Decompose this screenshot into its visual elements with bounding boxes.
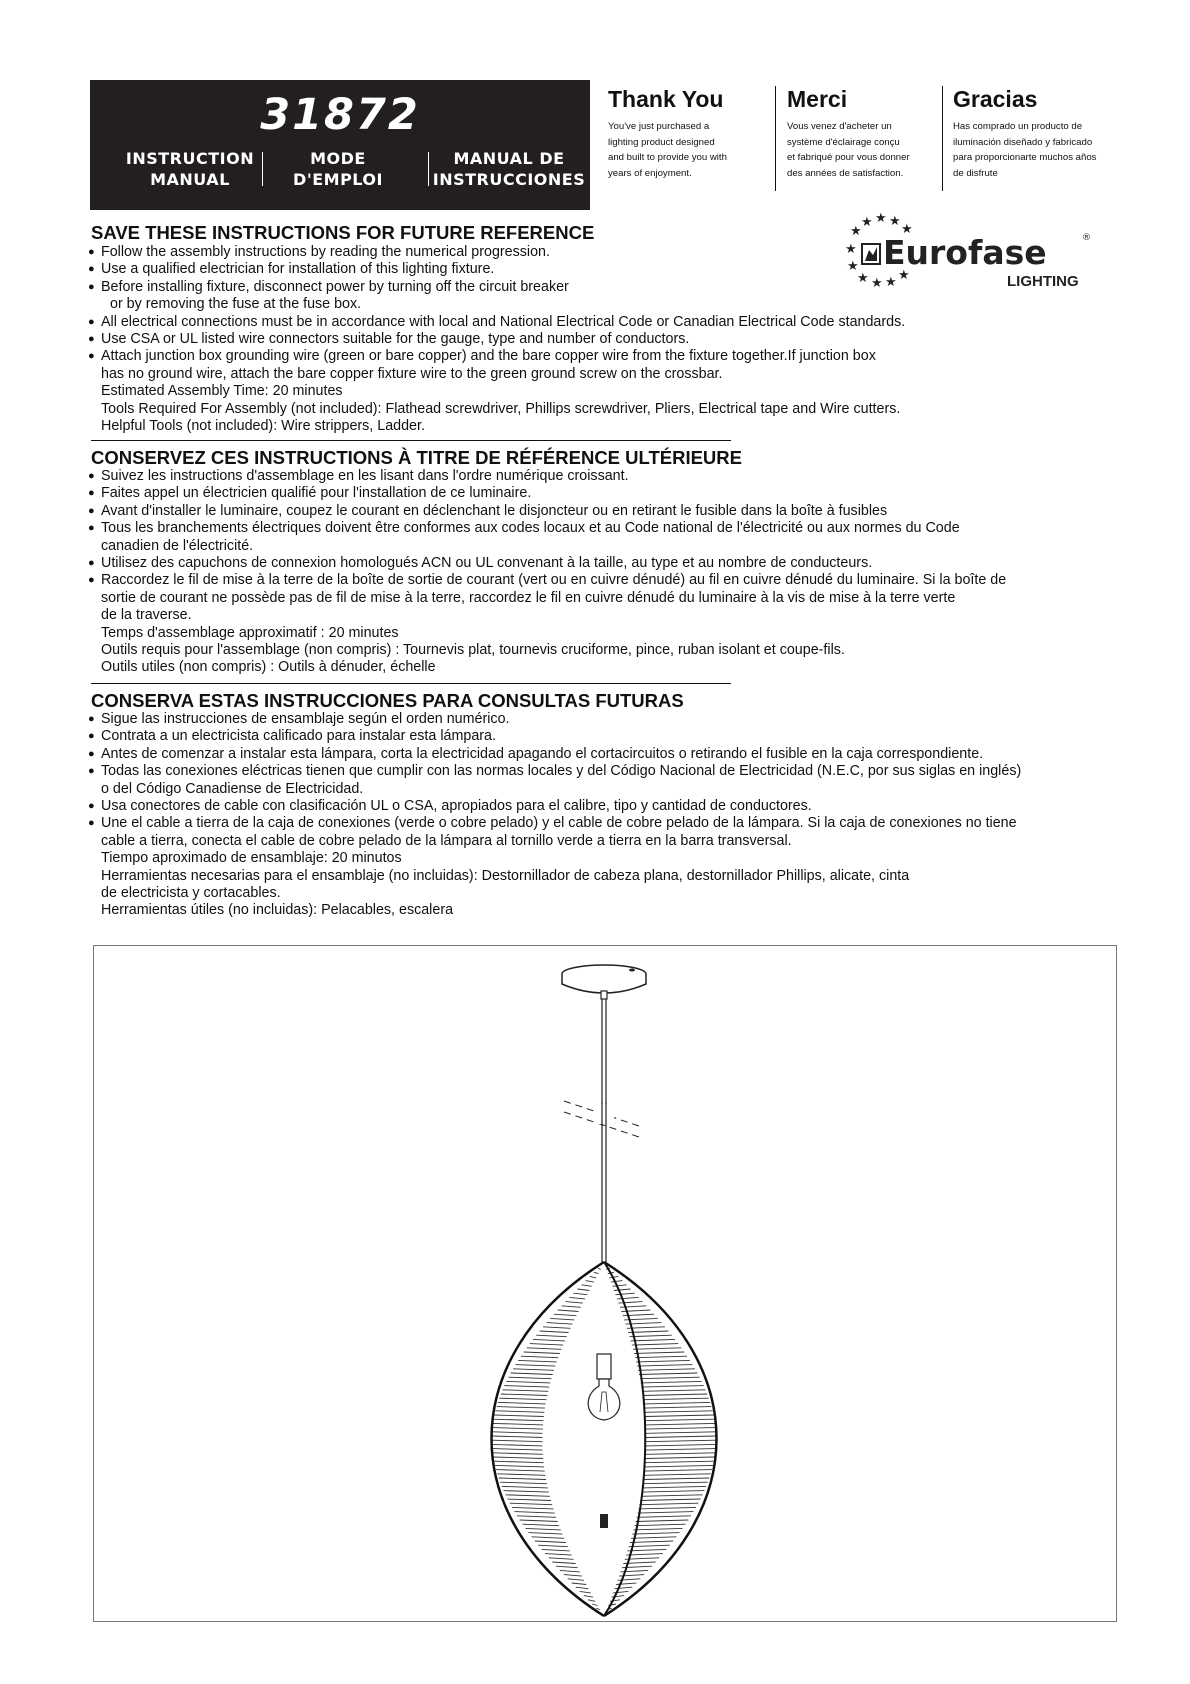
instruction-line: cable a tierra, conecta el cable de cobre pelado de la lámpara al tornillo verde a tierra en la barra transversal.	[101, 832, 792, 849]
section-title-french: CONSERVEZ CES INSTRUCTIONS À TITRE DE RÉFÉRENCE ULTÉRIEURE	[91, 447, 742, 468]
svg-text:★: ★	[861, 215, 873, 230]
socket-icon	[597, 1354, 611, 1379]
instruction-line: or by removing the fuse at the fuse box.	[110, 296, 362, 313]
greeting-title: Merci	[787, 86, 848, 112]
instruction-line: ● Faites appel un électricien qualifié pour l'installation de ce luminaire.	[88, 485, 1006, 502]
greeting-line: des années de satisfaction.	[787, 167, 904, 179]
header-label-line: MANUAL DE	[453, 149, 565, 168]
greeting-english	[608, 86, 768, 181]
instruction-line: de electricista y cortacables.	[101, 885, 281, 902]
instruction-line: Outils utiles (non compris) : Outils à dénuder, échelle	[101, 659, 436, 676]
greeting-line: You've just purchased a	[608, 121, 710, 132]
header-label-line: MODE	[310, 149, 366, 168]
instruction-line: ● Use a qualified electrician for installation of this lighting fixture.	[88, 261, 905, 278]
greeting-line: et fabriqué pour vous donner	[787, 152, 910, 163]
instruction-line: Helpful Tools (not included): Wire strippers, Ladder.	[101, 418, 425, 435]
instruction-line: ● Sigue las instrucciones de ensamblaje según el orden numérico.	[88, 711, 1021, 728]
greeting-line: and built to provide you with	[608, 152, 727, 163]
greeting-line: iluminación diseñado y fabricado	[953, 136, 1093, 148]
svg-text:★: ★	[850, 224, 862, 239]
greeting-line: Vous venez d'acheter un	[787, 121, 892, 132]
greeting-line: système d'éclairage conçu	[787, 136, 900, 148]
greeting-line: de disfrute	[953, 167, 998, 179]
svg-text:★: ★	[898, 268, 910, 283]
instruction-line: sortie de courant ne possède pas de fil de mise à la terre, raccordez le fil en cuivre dénudé du luminaire à la vis de mise à la terre verte	[101, 589, 956, 606]
instruction-line: ● Utilisez des capuchons de connexion homologués ACN ou UL convenant à la taille, au type et au nombre de conducteurs.	[88, 555, 1006, 572]
model-number: 31872	[260, 90, 420, 140]
instruction-line: Estimated Assembly Time: 20 minutes	[101, 383, 343, 400]
logo-registered-mark: ®	[1082, 233, 1091, 243]
instruction-line: ● Raccordez le fil de mise à la terre de la boîte de sortie de courant (vert ou en cuivre dénudé) au fil en cuivre dénudé du luminaire. Si la boîte de	[88, 572, 1006, 589]
greeting-french	[787, 86, 947, 181]
header-label-spanish	[428, 148, 590, 190]
greeting-line: Has comprado un producto de	[953, 121, 1083, 132]
instruction-line: ● All electrical connections must be in accordance with local and National Electrical Code or Canadian Electrical Code standards.	[88, 314, 905, 331]
header-label-line: MANUAL	[150, 170, 230, 189]
instruction-line: ● Todas las conexiones eléctricas tienen que cumplir con las normas locales y del Código Nacional de Electricidad (N.E.C, por sus siglas en inglés)	[88, 763, 1021, 780]
svg-text:★: ★	[875, 211, 887, 226]
greeting-line: years of enjoyment.	[608, 167, 692, 179]
greeting-divider	[775, 86, 776, 191]
header-label-french	[262, 148, 414, 190]
instruction-line: Outils requis pour l'assemblage (non compris) : Tournevis plat, tournevis cruciforme, pince, ruban isolant et coupe-fils.	[101, 642, 845, 659]
logo-brand-text: Eurofase	[883, 233, 1047, 272]
instruction-line: Tiempo aproximado de ensamblaje: 20 minutos	[101, 850, 402, 867]
instruction-line: ● Attach junction box grounding wire (green or bare copper) and the bare copper wire from the fixture together.If junction box	[88, 348, 905, 365]
svg-text:★: ★	[871, 276, 883, 291]
fixture-illustration-frame	[93, 945, 1117, 1622]
instruction-line: canadien de l'électricité.	[101, 537, 254, 554]
header-label-line: INSTRUCCIONES	[432, 170, 586, 189]
pendant-lamp-illustration	[94, 946, 1116, 1621]
header-label-english	[105, 148, 275, 190]
instruction-line: ● Before installing fixture, disconnect power by turning off the circuit breaker	[88, 279, 905, 296]
section-title-english: SAVE THESE INSTRUCTIONS FOR FUTURE REFERENCE	[91, 222, 595, 243]
instruction-line: Herramientas útiles (no incluidas): Pelacables, escalera	[101, 902, 454, 919]
header-banner	[90, 80, 590, 210]
instruction-line: de la traverse.	[101, 607, 192, 624]
instruction-line: Herramientas necesarias para el ensamblaje (no incluidas): Destornillador de cabeza plana, destornillador Phillips, alicate, cinta	[101, 867, 910, 884]
instruction-line: ● Avant d'installer le luminaire, coupez le courant en déclenchant le disjoncteur ou en retirant le fusible dans la boîte à fusibles	[88, 503, 1006, 520]
shade-ribs	[492, 1268, 716, 1610]
header-label-line: D'EMPLOI	[293, 170, 383, 189]
instruction-line: Temps d'assemblage approximatif : 20 minutes	[101, 624, 399, 641]
section-divider	[91, 683, 731, 684]
svg-text:★: ★	[889, 214, 901, 229]
section-title-spanish: CONSERVA ESTAS INSTRUCCIONES PARA CONSULTAS FUTURAS	[91, 690, 684, 711]
instruction-line: ● Use CSA or UL listed wire connectors suitable for the gauge, type and number of conductors.	[88, 331, 905, 348]
svg-text:★: ★	[845, 242, 857, 257]
instruction-line: has no ground wire, attach the bare copper fixture wire to the green ground screw on the crossbar.	[101, 365, 723, 382]
shade-outline-left	[492, 1262, 605, 1616]
instruction-line: ● Une el cable a tierra de la caja de conexiones (verde o cobre pelado) y el cable de cobre pelado de la lámpara. Si la caja de conexiones no tiene	[88, 815, 1021, 832]
greeting-line: lighting product designed	[608, 136, 715, 148]
svg-text:★: ★	[857, 271, 869, 286]
instruction-line: ● Usa conectores de cable con clasificación UL o CSA, apropiados para el calibre, tipo y cantidad de conductores.	[88, 798, 1021, 815]
instruction-line: ● Contrata a un electricista calificado para instalar esta lámpara.	[88, 728, 1021, 745]
svg-text:★: ★	[847, 259, 859, 274]
instruction-line: ● Suivez les instructions d'assemblage en les lisant dans l'ordre numérique croissant.	[88, 468, 1006, 485]
logo-subtitle: LIGHTING	[1007, 273, 1079, 290]
instruction-line: ● Tous les branchements électriques doivent être conformes aux codes locaux et au Code national de l'électricité ou aux normes du Code	[88, 520, 1006, 537]
greeting-line: para proporcionarte muchos años	[953, 152, 1097, 163]
section-body-spanish	[88, 711, 1021, 920]
shade-outline-right	[604, 1262, 717, 1616]
section-divider	[91, 440, 731, 441]
greeting-spanish	[953, 86, 1113, 181]
instruction-line: o del Código Canadiense de Electricidad.	[101, 780, 364, 797]
instruction-line: Tools Required For Assembly (not included): Flathead screwdriver, Phillips screwdriver, Pliers, Electrical tape and Wire cutters.	[101, 400, 901, 417]
svg-text:★: ★	[885, 275, 897, 290]
svg-text:★: ★	[901, 222, 913, 237]
instruction-line: ● Antes de comenzar a instalar esta lámpara, corta la electricidad apagando el cortacircuitos o retirando el fusible en la caja correspondiente.	[88, 746, 1021, 763]
instruction-line: ● Follow the assembly instructions by reading the numerical progression.	[88, 244, 905, 261]
section-body-english	[88, 244, 905, 435]
header-label-line: INSTRUCTION	[125, 149, 255, 168]
greeting-title: Gracias	[953, 86, 1038, 112]
bulb-icon	[588, 1379, 620, 1420]
greeting-title: Thank You	[608, 86, 724, 112]
section-body-french	[88, 468, 1006, 677]
greeting-divider	[942, 86, 943, 191]
